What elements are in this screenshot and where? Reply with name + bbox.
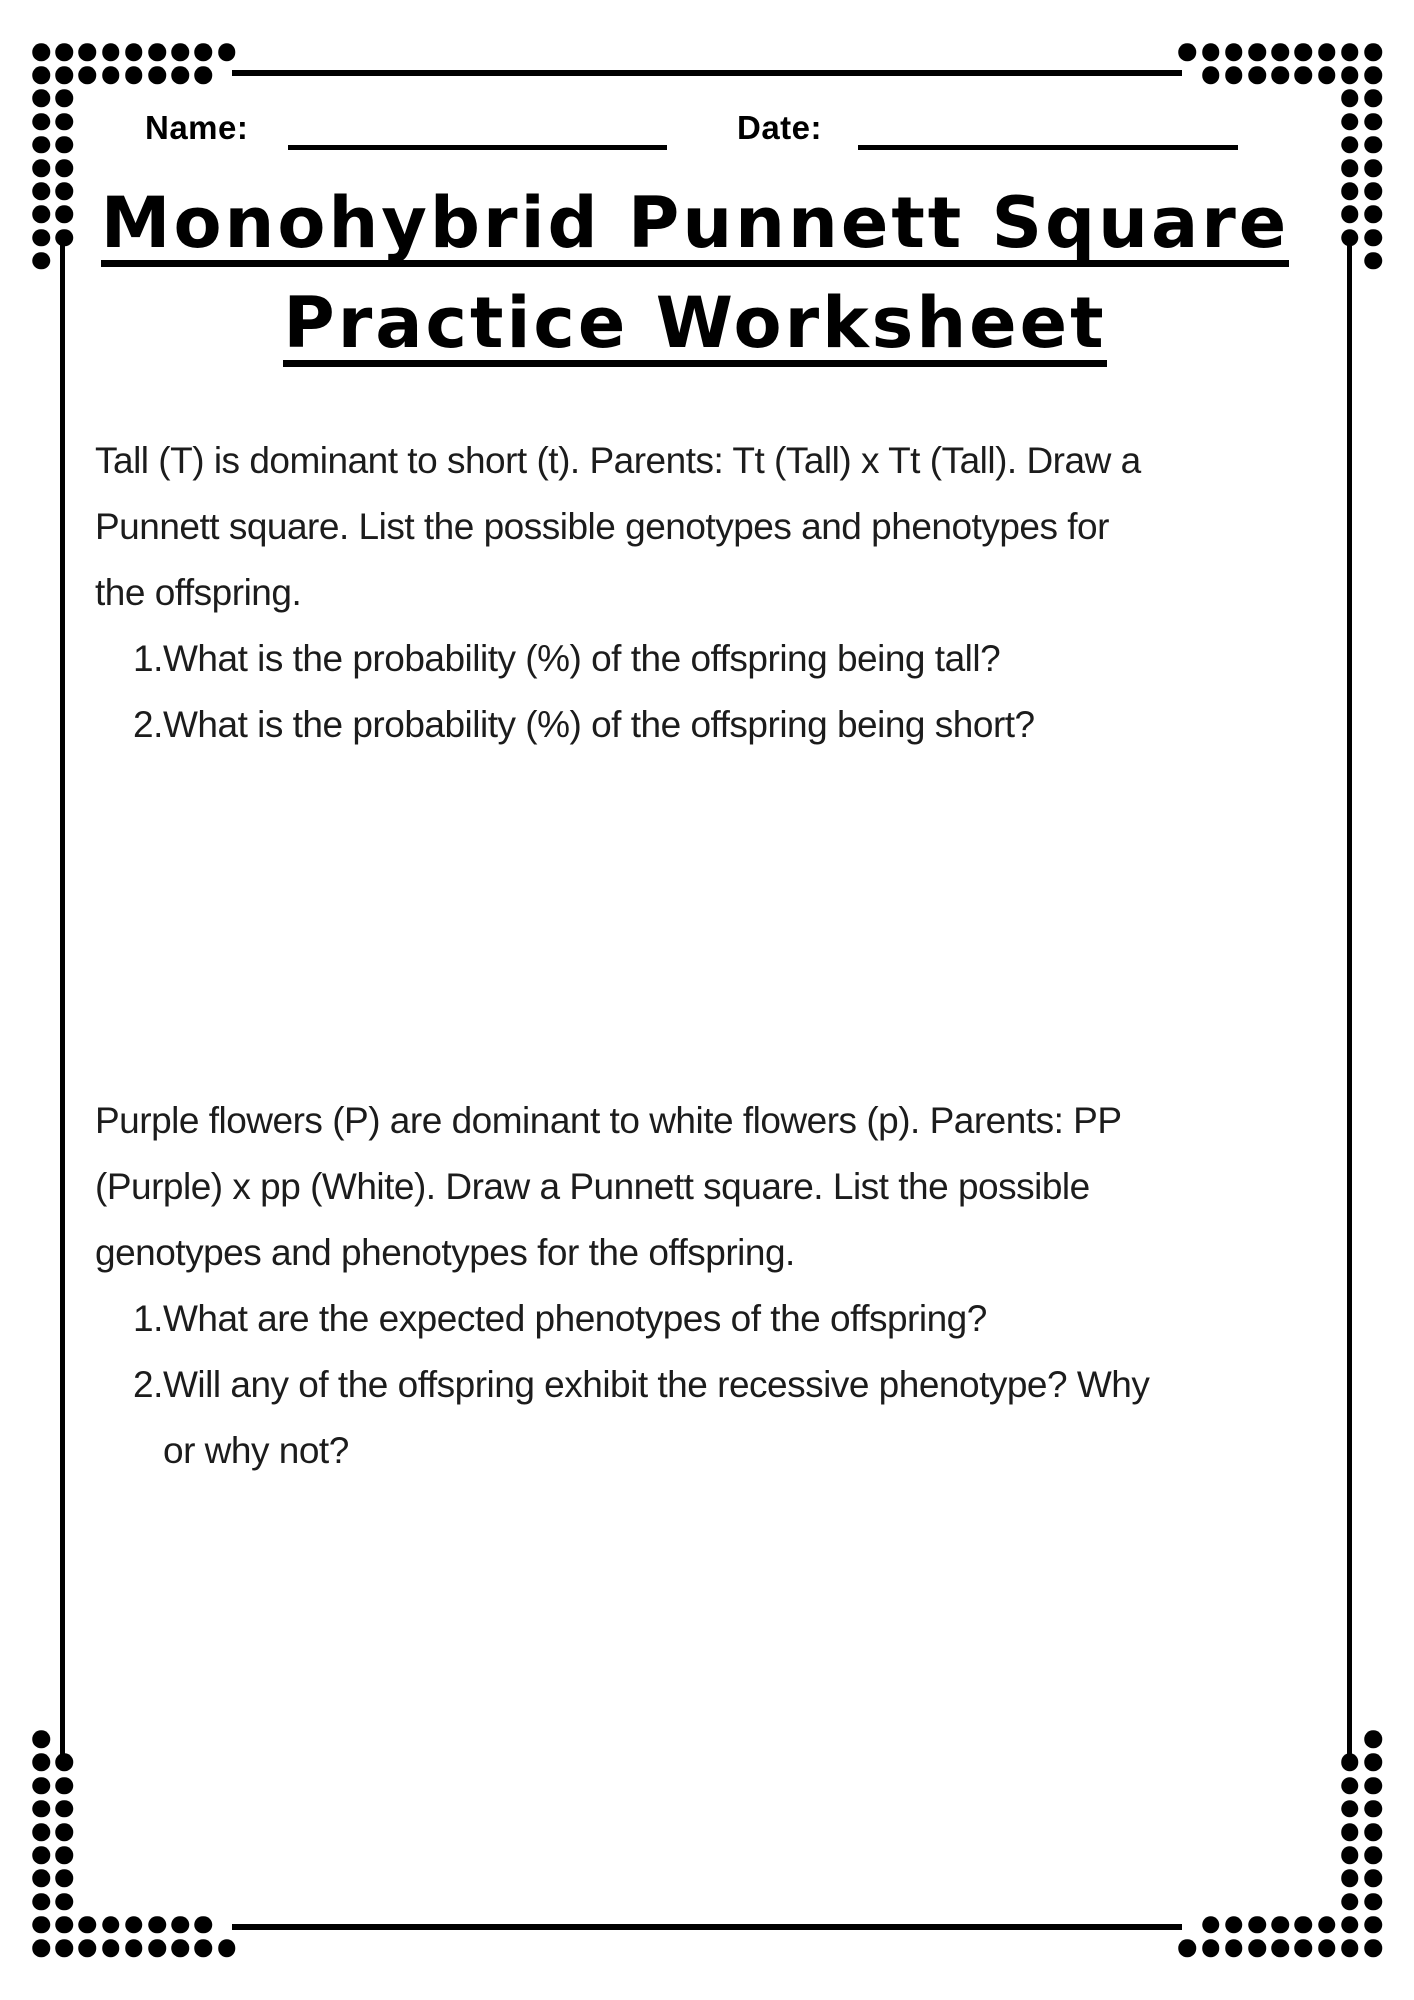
- corner-dot-top-right: [1318, 66, 1336, 84]
- paragraph-line: Punnett square. List the possible genotypes and phenotypes for: [95, 506, 1109, 547]
- paragraph-line: Tall (T) is dominant to short (t). Parents: Tt (Tall) x Tt (Tall). Draw a: [95, 440, 1141, 481]
- date-label: Date:: [737, 109, 823, 146]
- corner-dot-top-left: [55, 159, 73, 177]
- corner-dot-bottom-right: [1318, 1916, 1336, 1934]
- corner-dot-top-left: [195, 66, 213, 84]
- corner-dot-top-right: [1202, 43, 1220, 61]
- corner-dot-top-left: [218, 43, 236, 61]
- paragraph-line: genotypes and phenotypes for the offspring.: [95, 1232, 795, 1273]
- corner-dot-bottom-left: [55, 1870, 73, 1888]
- question-number: 1.: [133, 1298, 163, 1339]
- question-text-line: or why not?: [163, 1430, 349, 1471]
- border-line-bottom: [232, 1924, 1182, 1930]
- corner-dot-bottom-right: [1225, 1939, 1243, 1957]
- corner-dot-top-right: [1341, 113, 1359, 131]
- corner-dot-top-right: [1364, 182, 1382, 200]
- corner-dot-bottom-right: [1318, 1939, 1336, 1957]
- corner-dot-bottom-left: [55, 1800, 73, 1818]
- corner-dot-top-left: [125, 43, 143, 61]
- corner-dot-top-left: [55, 136, 73, 154]
- corner-dot-top-left: [171, 43, 189, 61]
- corner-dot-top-right: [1271, 43, 1289, 61]
- question-text-line: Will any of the offspring exhibit the recessive phenotype? Why: [163, 1364, 1150, 1405]
- question-item: [133, 1286, 1355, 1352]
- corner-dot-bottom-left: [55, 1754, 73, 1772]
- question-text-line: What is the probability (%) of the offspring being tall?: [163, 638, 1001, 679]
- corner-dot-top-left: [148, 43, 166, 61]
- page-title-line2: Practice Worksheet: [283, 287, 1106, 367]
- corner-dot-bottom-right: [1341, 1893, 1359, 1911]
- corner-dot-bottom-right: [1364, 1754, 1382, 1772]
- paragraph-line: Purple flowers (P) are dominant to white flowers (p). Parents: PP: [95, 1100, 1122, 1141]
- corner-dot-bottom-right: [1202, 1916, 1220, 1934]
- corner-dot-bottom-right: [1364, 1916, 1382, 1934]
- corner-dot-bottom-right: [1364, 1893, 1382, 1911]
- corner-dot-top-right: [1364, 159, 1382, 177]
- problem-section-2: [95, 1088, 1355, 1484]
- question-number: 1.: [133, 638, 163, 679]
- corner-dot-top-right: [1202, 66, 1220, 84]
- corner-dot-bottom-left: [148, 1916, 166, 1934]
- corner-dot-bottom-left: [32, 1939, 50, 1957]
- corner-dot-top-right: [1341, 206, 1359, 224]
- corner-dot-bottom-right: [1341, 1939, 1359, 1957]
- page-title-row-1: [95, 182, 1295, 267]
- corner-dot-bottom-right: [1341, 1916, 1359, 1934]
- corner-dot-bottom-left: [55, 1846, 73, 1864]
- corner-dot-bottom-left: [55, 1893, 73, 1911]
- corner-dot-bottom-right: [1248, 1916, 1266, 1934]
- corner-dot-bottom-right: [1364, 1846, 1382, 1864]
- corner-dot-bottom-right: [1364, 1800, 1382, 1818]
- corner-dot-top-right: [1341, 182, 1359, 200]
- corner-dot-bottom-right: [1341, 1823, 1359, 1841]
- corner-dot-bottom-left: [79, 1939, 97, 1957]
- corner-dot-bottom-right: [1364, 1939, 1382, 1957]
- corner-dot-top-left: [195, 43, 213, 61]
- corner-dot-bottom-left: [55, 1939, 73, 1957]
- corner-dot-top-left: [102, 66, 120, 84]
- corner-dot-top-left: [55, 90, 73, 108]
- corner-dot-bottom-right: [1271, 1939, 1289, 1957]
- corner-dot-bottom-left: [55, 1777, 73, 1795]
- corner-dot-top-right: [1364, 206, 1382, 224]
- corner-dot-top-right: [1318, 43, 1336, 61]
- corner-dot-top-left: [79, 66, 97, 84]
- corner-dot-bottom-left: [32, 1730, 50, 1748]
- corner-dot-top-left: [32, 252, 50, 270]
- question-number: 2.: [133, 704, 163, 745]
- corner-dot-top-left: [55, 206, 73, 224]
- corner-dot-top-right: [1271, 66, 1289, 84]
- corner-dot-bottom-right: [1341, 1870, 1359, 1888]
- paragraph-line: the offspring.: [95, 572, 302, 613]
- name-label: Name:: [145, 109, 249, 146]
- page-title-line1: Monohybrid Punnett Square: [101, 187, 1289, 267]
- corner-dot-bottom-right: [1341, 1754, 1359, 1772]
- corner-dot-bottom-left: [32, 1777, 50, 1795]
- corner-dot-top-right: [1295, 66, 1313, 84]
- corner-dot-top-left: [55, 182, 73, 200]
- corner-dot-bottom-left: [79, 1916, 97, 1934]
- corner-dot-top-left: [32, 90, 50, 108]
- corner-dot-bottom-right: [1225, 1916, 1243, 1934]
- corner-dot-bottom-left: [195, 1916, 213, 1934]
- corner-dot-bottom-right: [1364, 1823, 1382, 1841]
- corner-dot-top-left: [79, 43, 97, 61]
- corner-dot-bottom-left: [55, 1823, 73, 1841]
- corner-dot-top-right: [1364, 90, 1382, 108]
- corner-dot-bottom-left: [55, 1916, 73, 1934]
- corner-dot-top-right: [1364, 43, 1382, 61]
- corner-dot-top-left: [55, 113, 73, 131]
- corner-dot-top-right: [1364, 66, 1382, 84]
- problem-section-1: [95, 428, 1355, 758]
- corner-dot-bottom-left: [125, 1939, 143, 1957]
- corner-dot-top-right: [1341, 66, 1359, 84]
- corner-dot-top-right: [1179, 43, 1197, 61]
- corner-dot-top-left: [55, 43, 73, 61]
- corner-dot-bottom-right: [1341, 1846, 1359, 1864]
- corner-dot-bottom-left: [218, 1939, 236, 1957]
- corner-dot-bottom-left: [171, 1939, 189, 1957]
- corner-dot-bottom-left: [102, 1916, 120, 1934]
- corner-dot-top-left: [171, 66, 189, 84]
- corner-dot-bottom-left: [32, 1800, 50, 1818]
- corner-dot-top-right: [1364, 229, 1382, 247]
- corner-dot-top-left: [32, 206, 50, 224]
- corner-dot-bottom-right: [1202, 1939, 1220, 1957]
- corner-dot-top-left: [125, 66, 143, 84]
- page-title-row-2: [95, 282, 1295, 367]
- corner-dot-top-right: [1295, 43, 1313, 61]
- corner-dot-bottom-right: [1248, 1939, 1266, 1957]
- corner-dot-top-left: [32, 113, 50, 131]
- corner-dot-bottom-left: [171, 1916, 189, 1934]
- corner-dot-top-right: [1248, 43, 1266, 61]
- corner-dot-top-right: [1225, 43, 1243, 61]
- corner-dot-top-right: [1364, 136, 1382, 154]
- question-item: [133, 1352, 1355, 1484]
- corner-dot-bottom-right: [1364, 1777, 1382, 1795]
- corner-dot-bottom-left: [32, 1870, 50, 1888]
- corner-dot-bottom-right: [1364, 1870, 1382, 1888]
- corner-dot-top-right: [1341, 136, 1359, 154]
- question-number: 2.: [133, 1364, 163, 1405]
- date-blank-line: [858, 145, 1238, 150]
- corner-dot-top-left: [32, 136, 50, 154]
- question-item: [133, 692, 1355, 758]
- corner-dot-top-right: [1341, 229, 1359, 247]
- corner-dot-bottom-left: [148, 1939, 166, 1957]
- corner-dot-top-left: [102, 43, 120, 61]
- corner-dot-bottom-left: [32, 1846, 50, 1864]
- corner-dot-bottom-right: [1364, 1730, 1382, 1748]
- corner-dot-top-right: [1364, 113, 1382, 131]
- corner-dot-bottom-left: [102, 1939, 120, 1957]
- corner-dot-top-right: [1248, 66, 1266, 84]
- corner-dot-top-left: [32, 159, 50, 177]
- corner-dot-top-left: [32, 43, 50, 61]
- corner-dot-bottom-left: [32, 1893, 50, 1911]
- corner-dot-top-right: [1225, 66, 1243, 84]
- corner-dot-bottom-right: [1341, 1777, 1359, 1795]
- corner-dot-top-left: [32, 229, 50, 247]
- corner-dot-bottom-right: [1295, 1916, 1313, 1934]
- border-line-left: [60, 240, 65, 1760]
- corner-dot-top-right: [1341, 90, 1359, 108]
- question-text-line: What are the expected phenotypes of the offspring?: [163, 1298, 987, 1339]
- corner-dot-bottom-right: [1295, 1939, 1313, 1957]
- corner-dot-top-right: [1341, 43, 1359, 61]
- corner-dot-bottom-left: [125, 1916, 143, 1934]
- corner-dot-top-left: [32, 182, 50, 200]
- corner-dot-bottom-right: [1179, 1939, 1197, 1957]
- corner-dot-bottom-left: [32, 1823, 50, 1841]
- corner-dot-bottom-left: [32, 1916, 50, 1934]
- corner-dot-bottom-left: [195, 1939, 213, 1957]
- border-line-top: [232, 70, 1182, 76]
- corner-dot-bottom-right: [1271, 1916, 1289, 1934]
- name-blank-line: [288, 145, 667, 150]
- corner-dot-top-right: [1341, 159, 1359, 177]
- corner-dot-top-left: [32, 66, 50, 84]
- corner-dot-bottom-right: [1341, 1800, 1359, 1818]
- paragraph-line: (Purple) x pp (White). Draw a Punnett square. List the possible: [95, 1166, 1090, 1207]
- corner-dot-top-left: [55, 66, 73, 84]
- corner-dot-bottom-left: [32, 1754, 50, 1772]
- corner-dot-top-left: [148, 66, 166, 84]
- question-text-line: What is the probability (%) of the offspring being short?: [163, 704, 1035, 745]
- corner-dot-top-left: [55, 229, 73, 247]
- question-item: [133, 626, 1355, 692]
- corner-dot-top-right: [1364, 252, 1382, 270]
